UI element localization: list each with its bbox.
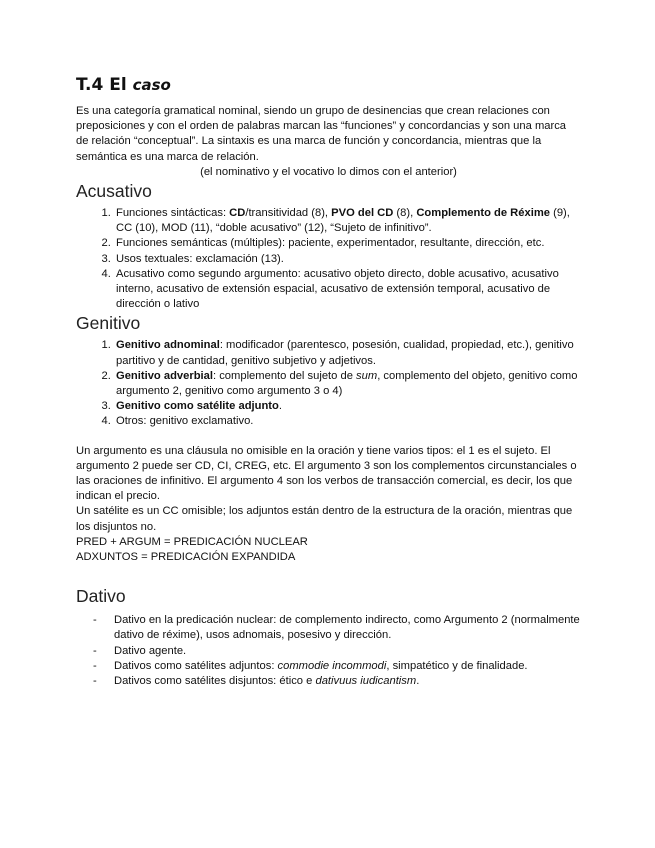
- list-item: - Dativos como satélites adjuntos: commodie incommodi, simpatético y de finalidade.: [114, 659, 581, 674]
- list-item: 1. Genitivo adnominal: modificador (parentesco, posesión, cualidad, propiedad, etc.), genitivo partitivo y de cantidad, genitivo subjetivo y adjetivos.: [114, 338, 581, 368]
- list-item: 4. Otros: genitivo exclamativo.: [114, 414, 581, 429]
- list-item: 2. Funciones semánticas (múltiples): paciente, experimentador, resultante, dirección, etc.: [114, 236, 581, 251]
- list-item: 2. Genitivo adverbial: complemento del sujeto de sum, complemento del objeto, genitivo como argumento 2, genitivo como argumento 3 o 4): [114, 369, 581, 399]
- section-heading-acusativo: Acusativo: [76, 181, 152, 202]
- genitivo-list: [76, 338, 581, 429]
- list-item: 3. Usos textuales: exclamación (13).: [114, 252, 581, 267]
- section-heading-genitivo: Genitivo: [76, 313, 141, 334]
- page-title: [76, 74, 581, 96]
- list-item: 4. Acusativo como segundo argumento: acusativo objeto directo, doble acusativo, acusativo interno, acusativo de extensión espacial, acusativo de extensión temporal, acusativo de dirección o lativo: [114, 267, 581, 313]
- intro-paragraph: Es una categoría gramatical nominal, siendo un grupo de desinencias que crean relaciones con preposiciones y con el orden de palabras marcan las “funciones” y concordancias y son una marca de relación “conceptual”. La sintaxis es una marca de función y concordancia, mientras que la semántica es una marca de relación.: [76, 105, 567, 163]
- acusativo-list: [76, 206, 581, 312]
- argumento-paragraph: Un argumento es una cláusula no omisible en la oración y tiene varios tipos: el 1 es el sujeto. El argumento 2 puede ser CD, CI, CREG, etc. El argumento 3 son los complementos circunstanciales o las oraciones de infinitivo. El argumento 4 son los verbos de transacción comercial, es decir, los que indican el precio.: [76, 444, 577, 503]
- intro-note: (el nominativo y el vocativo lo dimos con el anterior): [200, 165, 457, 178]
- title-sub: caso: [132, 76, 171, 94]
- list-item: - Dativo agente.: [114, 644, 581, 659]
- list-item: - Dativo en la predicación nuclear: de complemento indirecto, como Argumento 2 (normalmente dativo de réxime), usos adnomais, posesivo y dirección.: [114, 613, 581, 643]
- dativo-list: [76, 613, 581, 689]
- satelite-paragraph: Un satélite es un CC omisible; los adjuntos están dentro de la estructura de la oración, mientras que los disjuntos no.: [76, 505, 573, 533]
- document-page: [76, 74, 581, 689]
- formula-line: PRED + ARGUM = PREDICACIÓN NUCLEAR: [76, 535, 308, 548]
- section-heading-dativo: Dativo: [76, 586, 126, 607]
- formula-line: ADXUNTOS = PREDICACIÓN EXPANDIDA: [76, 551, 296, 564]
- title-main: T.4 El: [76, 75, 133, 95]
- list-item: 3. Genitivo como satélite adjunto.: [114, 399, 581, 414]
- list-item: - Dativos como satélites disjuntos: ético e dativuus iudicantism.: [114, 674, 581, 689]
- list-item: 1. Funciones sintácticas: CD/transitividad (8), PVO del CD (8), Complemento de Réxime (9), CC (10), MOD (11), “doble acusativo” (12), “Sujeto de infinitivo”.: [114, 206, 581, 236]
